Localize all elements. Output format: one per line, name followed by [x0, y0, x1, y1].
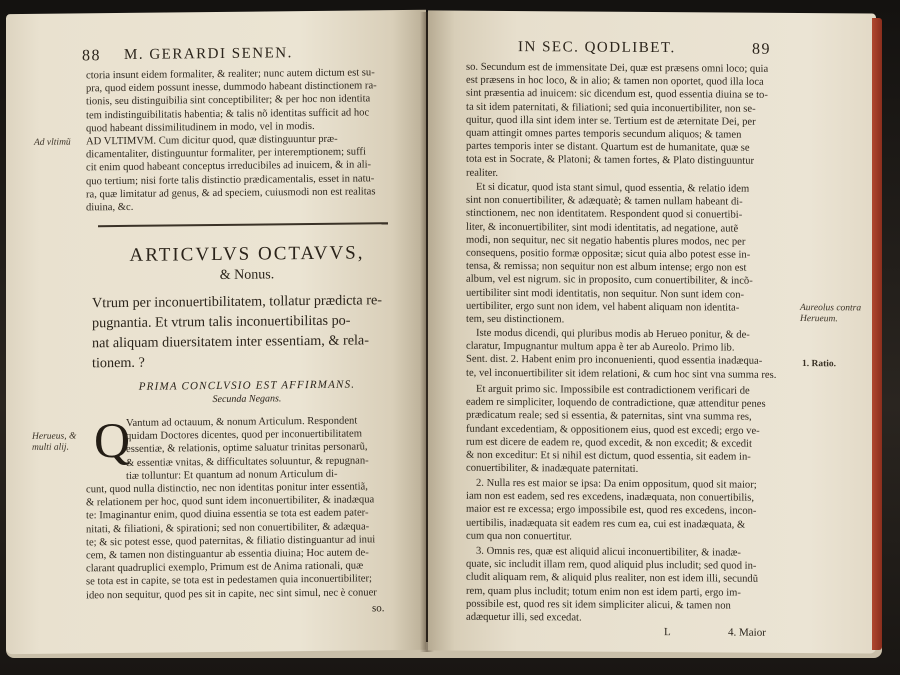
right-catchword: 4. Maior [728, 626, 766, 639]
left-folio: 88 [82, 47, 101, 65]
drop-cap: Q [94, 411, 131, 469]
left-running-head: M. GERARDI SENEN. [124, 45, 293, 63]
text-line: AD VLTIMVM. Cum dicitur quod, quæ distinguuntur præ- [86, 133, 338, 148]
text-line: modi, non sequitur, nec sit negatio habentis plures modos, nec per [466, 234, 746, 248]
text-line: uertibiliter, ergo sunt non idem, vel habent aliquam non identita- [466, 300, 740, 314]
right-folio: 89 [752, 40, 771, 58]
text-line: Sent. dist. 2. Habent enim pro inconuenienti, quod essentia inadæqua- [466, 354, 763, 368]
text-line: ideo non sequitur, quod pes sit in capite, nec sint simul, nec è conuer [86, 586, 377, 602]
text-line: sint præsentia ad inuicem: sic dicendum est, quod essentia diuina se to- [466, 88, 768, 102]
question-line: nat aliquam diuersitatem inter essentiam, & rela- [92, 332, 369, 352]
text-line: fundant excedentiam, & oppositionem eius, quod est excedi; ergo ve- [466, 423, 760, 437]
text-line: maior est re excessa; ergo impossibile est, quod res excedens, incon- [466, 504, 757, 518]
text-line: rem, quam plus includit; totum enim non est idem parti, ergo im- [466, 585, 741, 599]
text-line: te; & sic potest esse, quod paternitas, & filiatio distinguantur ad inui [86, 534, 376, 549]
margin-note-aureolus: Aureolus contra Herueum. [800, 303, 862, 325]
article-question [92, 290, 410, 373]
right-paragraph-c [466, 327, 788, 382]
text-line: eadem re simpliciter, loquendo de contradictione, quæ attenditur penes [466, 396, 766, 410]
conclusion-heading: PRIMA CONCLVSIO EST AFFIRMANS. [138, 378, 356, 393]
text-line: album, vel est nigrum. sic in proposito, cum conuertibiliter, & incõ- [466, 274, 753, 288]
question-line: tionem. ? [92, 354, 145, 372]
text-line: realiter. [466, 167, 499, 179]
text-line: cunt, quod nulla distinctio, nec non identitas ponitur inter essentiã, [86, 481, 368, 496]
text-line: quam attingit omnes partes temporis secundum aliquos; & tamen [466, 127, 742, 141]
text-line: diuina, &c. [86, 201, 134, 214]
right-page [428, 10, 876, 653]
text-line: quo tertium; nisi forte talis distinctio prædicamentalis, esset in natu- [86, 172, 375, 187]
text-line: conuertibiliter, & inadæquate paternitati. [466, 462, 639, 476]
text-line: prædicatum reale; sed si essentia, & paternitas, sint vna summa res, [466, 410, 752, 424]
right-paragraph-f [466, 545, 788, 626]
text-line: uertibilis, inadæquata sit eadem res cum ea, cui est inadæquata, & [466, 517, 746, 531]
text-line: tensa, & remissa; non sequitur non est album intense; ergo non est [466, 260, 747, 274]
red-page-edge [872, 18, 882, 650]
signature-mark: L [664, 626, 671, 639]
section-rule [98, 222, 388, 227]
text-line: consequens, positio formæ oppositæ; sicut quia albo potest esse in- [466, 247, 751, 261]
margin-note-ratio: 1. Ratio. [802, 359, 837, 370]
text-line: quate, sic includit illam rem, quod aliquid plus includit; sed quod in- [466, 558, 757, 572]
text-line: pra, quod eidem possunt inesse, dummodo habeant distinctionem ra- [86, 80, 377, 95]
text-line: stinctionem, nec non identitatem. Respondent quod si conuertibi- [466, 208, 743, 222]
text-line: quidam Doctores dicentes, quod per inconuertibilitatem [126, 428, 362, 443]
left-catchword: so. [372, 602, 385, 615]
text-line: so. Secundum est de immensitate Dei, quæ est præsens omni loco; quia [466, 61, 769, 75]
text-line: te: Imaginantur enim, quod diuina essentia se tota est eadem pater- [86, 507, 369, 522]
text-line: tem, seu distinctionem. [466, 313, 565, 326]
question-line: Vtrum per inconuertibilitatem, tollatur prædicta re- [92, 292, 382, 312]
text-line: iam non est eadem, sed res excedens, inadæquata, non conuertibilis, [466, 490, 755, 504]
text-line: ctoria insunt eidem formaliter, & realiter; nunc autem dictum est su- [86, 67, 375, 82]
margin-note-ad-ultimum: Ad vltimũ [34, 137, 71, 148]
question-line: pugnantia. Et vtrum talis inconuertibilitas po- [92, 312, 351, 332]
right-paragraph-b [466, 181, 788, 328]
text-line: ta sit idem paternitati, & filiationi; sed quia inconuertibiliter, non se- [466, 101, 756, 115]
open-book [6, 12, 882, 652]
text-line: sint non conuertibiliter, & adæquatè; & tamen nullam habeant di- [466, 194, 743, 208]
text-line: 3. Omnis res, quæ est aliquid alicui inconuertibiliter, & inadæ- [476, 545, 741, 559]
text-line: & relationem per hoc, quod sunt idem inconuertibiliter, & inadæqua [86, 494, 375, 509]
article-title: ARTICVLVS OCTAVVS, [129, 242, 365, 266]
text-line: tiæ tolluntur: Et quantum ad nonum Articulum di- [126, 468, 338, 482]
text-line: cit enim quod habeant conceptus irreducibiles ad inuicem, & in ali- [86, 159, 372, 174]
right-paragraph-d [466, 383, 788, 478]
left-body-paragraph [86, 411, 406, 602]
margin-note-herueus: Herueus, & multi alij. [32, 431, 77, 453]
text-line: & non exceditur: Et si nihil est dictum, quod essentia, sit eadem in- [466, 449, 751, 463]
text-line: Vantum ad octauum, & nonum Articulum. Respondent [126, 415, 358, 429]
text-line: Iste modus dicendi, qui pluribus modis ab Herueo ponitur, & de- [476, 327, 750, 341]
text-line: 2. Nulla res est maior se ipsa: Da enim oppositum, quod sit maior; [476, 477, 757, 491]
conclusion-subheading: Secunda Negans. [212, 393, 282, 406]
right-paragraph-a [466, 61, 788, 182]
left-page [6, 10, 426, 654]
right-paragraph-e [466, 477, 788, 545]
text-line: liter, & inconuertibiliter, sint modi identitatis, ad negatione, autẽ [466, 221, 739, 235]
text-line: rum est dicere de eadem re, quod excedit, & non excedit; & excedit [466, 436, 752, 450]
text-line: cem, & tamen non distinguantur ab essentia diuina; Hoc autem de- [86, 547, 369, 562]
text-line: est præsens in hoc loco, & in alio; & tamen non oportet, quod illa loca [466, 74, 764, 88]
ultimum-paragraph [86, 132, 408, 215]
text-line: quitur, quod illa sint idem inter se. Tertium est de æternitate Dei, per [466, 114, 756, 128]
text-line: Et arguit primo sic. Impossibile est contradictionem verificari de [476, 383, 750, 397]
right-running-head: IN SEC. QODLIBET. [518, 39, 676, 57]
article-subtitle: & Nonus. [219, 267, 275, 283]
text-line: essentiæ, & relationis, optime saluatur trinitas personarũ, [126, 441, 368, 456]
text-line: cum qua non conuertitur. [466, 530, 572, 543]
text-line: nitati, & filiationi, & spirationi; sed non conuertibiliter, & adæqua- [86, 521, 370, 535]
text-line: tota est in Socrate, & Platoni; & tamen fortes, & Plato distinguuntur [466, 154, 755, 168]
text-line: quod habeant dissimilitudinem in modo, vel in modis. [86, 120, 315, 135]
text-line: tionis, seu distinguibilia sint conceptibiliter; & per hoc non identita [86, 93, 371, 108]
left-top-paragraph [86, 66, 408, 135]
text-line: se tota est in capite, se tota est in pedestamen quia inconuertibiliter; [86, 573, 372, 588]
text-line: uertibiliter sint modi identitatis, non sequitur. Non sunt idem con- [466, 287, 745, 301]
text-line: clarant quadruplici exemplo, Primum est de Anima rationali, quæ [86, 560, 364, 575]
text-line: & essentiæ vnitas, & difficultates soluuntur, & repugnan- [126, 455, 369, 469]
text-line: claratur, Impugnantur multum appa è ter ab Aureolo. Primo lib. [466, 340, 735, 354]
text-line: tem indistinguibilitatis habentia; & talis nõ identitas sufficit ad hoc [86, 107, 370, 121]
text-line: te, vel inconuertibiliter sit idem relationi, & cum hoc sint vna summa res. [466, 367, 777, 381]
text-line: partes temporis inter se distant. Quartum est de humanitate, quæ se [466, 140, 750, 154]
text-line: dicamentaliter, distinguuntur formaliter, per interemptionem; suffi [86, 146, 366, 161]
text-line: ra, quæ limitatur ad genus, & ad speciem, cuiusmodi non est realitas [86, 186, 376, 201]
text-line: cludit aliquam rem, & aliquid plus realiter, non est idem illi, secundũ [466, 572, 759, 586]
text-line: adæquetur illi, sed excedat. [466, 611, 582, 624]
text-line: possibile est, quod res sit idem simpliciter alicui, & tamen non [466, 598, 731, 612]
text-line: Et si dicatur, quod ista stant simul, quod essentia, & relatio idem [476, 181, 750, 195]
